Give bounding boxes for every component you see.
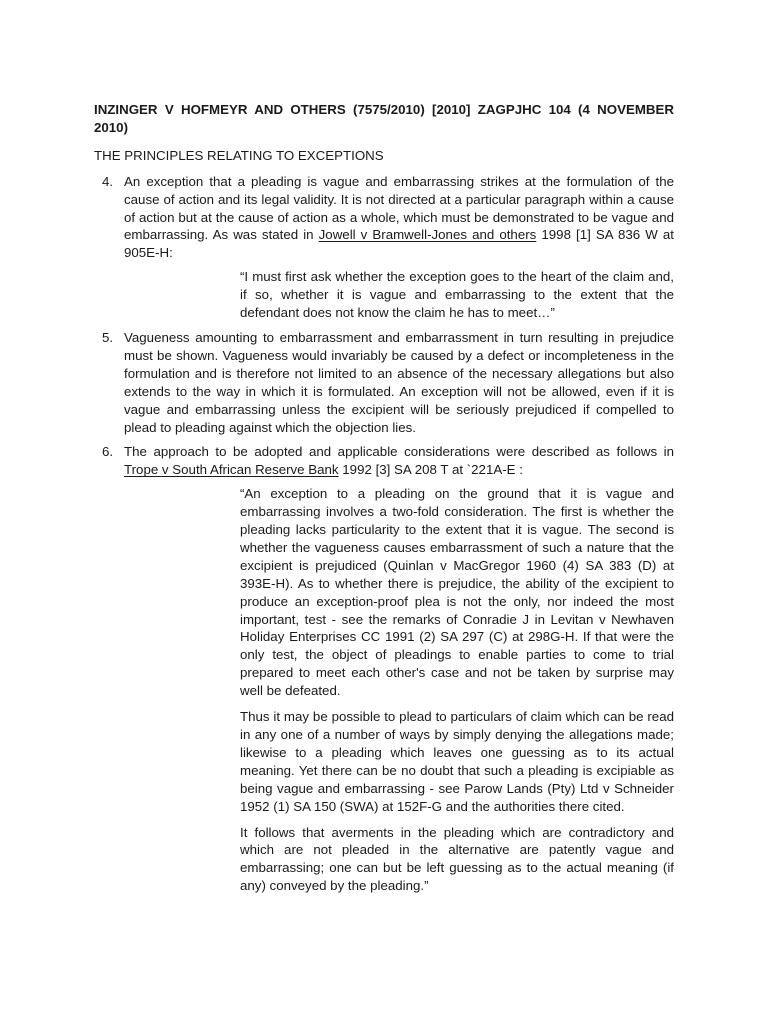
item-number: 4.	[102, 173, 114, 189]
section-heading: THE PRINCIPLES RELATING TO EXCEPTIONS	[94, 147, 384, 163]
list-item	[94, 329, 674, 436]
document-body	[94, 101, 674, 910]
item-text: The approach to be adopted and applicable considerations were described as follows in Trope v South African Reserve Bank 1992 [3] SA 208 T at `221A-E : “An exception to a pleading on the ground that it is vague and embarrassing involves a two-fold consideration. The first is whether the pleading lacks particularity to the extent that it is vague. The second is whether the vagueness causes embarrassment of such a nature that the excipient is prejudiced (Quinlan v MacGregor 1960 (4) SA 383 (D) at 393E-H). As to whether there is prejudice, the ability of the excipient to produce an exception-proof plea is not the only, nor indeed the most important, test - see the remarks of Conradie J in Levitan v Newhaven Holiday Enterprises CC 1991 (2) SA 297 (C) at 298G-H. If that were the only test, the object of pleadings to enable parties to come to trial prepared to meet each other's case and not be taken by surprise may well be defeated. Thus it may be possible to plead to particulars of claim which can be read in any one of a number of ways by simply denying the allegations made; likewise to a pleading which leaves one guessing as to its actual meaning. Yet there can be no doubt that such a pleading is excipiable as being vague and embarrassing - see Parow Lands (Pty) Ltd v Schneider 1952 (1) SA 150 (SWA) at 152F-G and the authorities there cited. It follows that averments in the pleading which are contradictory and which are not pleaded in the alternative are patently vague and embarrassing; one can but be left guessing as to the actual meaning (if any) conveyed by the pleading.”	[124, 444, 674, 894]
document-title: INZINGER V HOFMEYR AND OTHERS (7575/2010) [2010] ZAGPJHC 104 (4 NOVEMBER 2010)	[94, 102, 674, 135]
case-reference: Jowell v Bramwell-Jones and others	[318, 227, 537, 243]
item-number: 5.	[102, 329, 114, 345]
block-quote	[240, 485, 674, 895]
quote-paragraph: “An exception to a pleading on the ground that it is vague and embarrassing involves a two-fold consideration. The first is whether the pleading lacks particularity to the extent that it is vague. The second is whether the vagueness causes embarrassment of such a nature that the excipient is prejudiced (Quinlan v MacGregor 1960 (4) SA 383 (D) at 393E-H). As to whether there is prejudice, the ability of the excipient to produce an exception-proof plea is not the only, nor indeed the most important, test - see the remarks of Conradie J in Levitan v Newhaven Holiday Enterprises CC 1991 (2) SA 297 (C) at 298G-H. If that were the only test, the object of pleadings to enable parties to come to trial prepared to meet each other's case and not be taken by surprise may well be defeated.	[240, 486, 674, 699]
list-item	[94, 443, 674, 903]
list-item	[94, 173, 674, 322]
item-text: An exception that a pleading is vague and embarrassing strikes at the formulation of the cause of action and its legal validity. It is not directed at a particular paragraph within a cause of action but at the cause of action as a whole, which must be demonstrated to be vague and embarrassing. As was stated in Jowell v Bramwell-Jones and others 1998 [1] SA 836 W at 905E-H: “I must first ask whether the exception goes to the heart of the claim and, if so, whether it is vague and embarrassing to the extent that the defendant does not know the claim he has to meet…”	[124, 173, 674, 321]
quote-paragraph: It follows that averments in the pleading which are contradictory and which are not pleaded in the alternative are patently vague and embarrassing; one can but be left guessing as to the actual meaning (if any) conveyed by the pleading.”	[240, 824, 674, 894]
item-text: Vagueness amounting to embarrassment and embarrassment in turn resulting in prejudice must be shown. Vagueness would invariably be caused by a defect or incompleteness in the formulation and is therefore not limited to an absence of the necessary allegations but also extends to the way in which it is formulated. An exception will not be allowed, even if it is vague and embarrassing unless the excipient will be seriously prejudiced if compelled to plead to pleading against which the objection lies.	[124, 329, 674, 435]
item-number: 6.	[102, 444, 114, 460]
quote-paragraph: Thus it may be possible to plead to particulars of claim which can be read in any one of a number of ways by simply denying the allegations made; likewise to a pleading which leaves one guessing as to its actual meaning. Yet there can be no doubt that such a pleading is excipiable as being vague and embarrassing - see Parow Lands (Pty) Ltd v Schneider 1952 (1) SA 150 (SWA) at 152F-G and the authorities there cited.	[240, 709, 674, 814]
block-quote: “I must first ask whether the exception goes to the heart of the claim and, if so, whether it is vague and embarrassing to the extent that the defendant does not know the claim he has to meet…”	[240, 269, 674, 321]
case-reference: Trope v South African Reserve Bank	[124, 462, 339, 478]
